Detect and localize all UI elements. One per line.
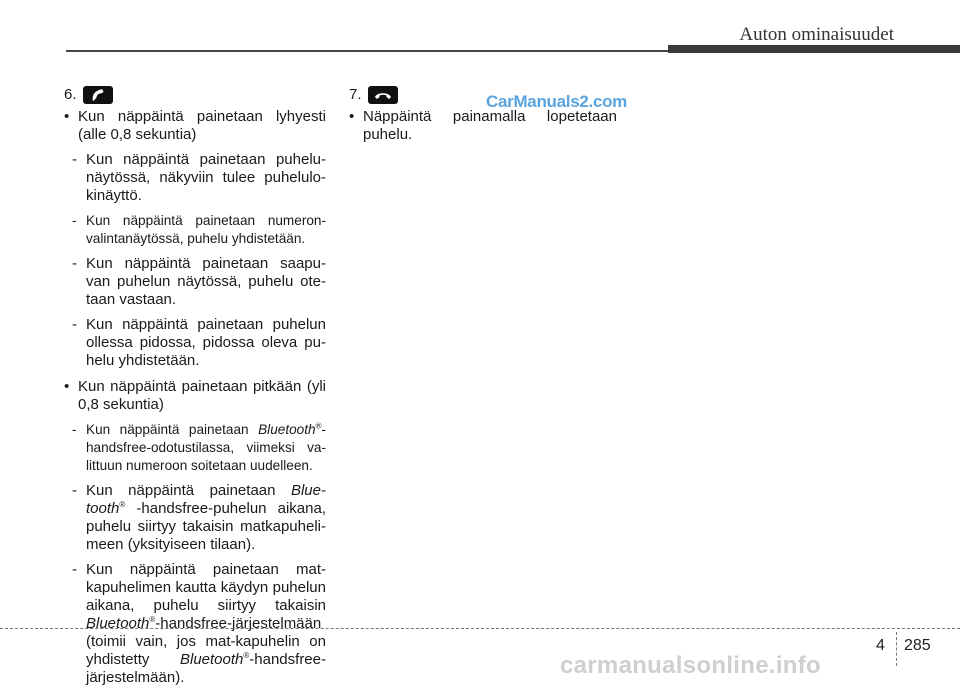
list-item-text: Kun näppäintä painetaan puhelu-näytössä, näkyviin tulee puhelulo-kinäyttö. [86,151,326,204]
left-column [64,84,326,687]
watermark-text: CarManuals2.com [486,92,627,111]
list-item-text: Kun näppäintä painetaan puhelun ollessa pidossa, pidossa oleva pu-helu yhdistetään. [86,316,326,369]
section-title: Auton ominaisuudet [739,24,894,45]
footer-rule [0,628,960,629]
page-number: 285 [904,637,931,654]
list-item: - Kun näppäintä painetaan Bluetooth®-handsfree-odotustilassa, viimeksi va-littuun numeroon soitetaan uudelleen. [72,421,326,473]
header-rule [66,50,670,52]
bullet-end-call [349,108,617,144]
bullet-dot: • [349,108,355,125]
header-bar [668,45,960,53]
step-6 [64,84,326,106]
step-number: 7. [349,86,362,103]
list-item: - Kun näppäintä painetaan puhelun ollessa pidossa, pidossa oleva pu-helu yhdistetään. [72,316,326,369]
list-item-text: Kun näppäintä painetaan Bluetooth®-handsfree-odotustilassa, viimeksi va-littuun numeroon soitetaan uudelleen. [86,421,326,473]
footer-watermark: carmanualsonline.info [560,652,822,679]
bullet-text: Näppäintä painamalla lopetetaan puhelu. [363,108,617,143]
bullet-short-press [64,108,326,144]
step-number: 6. [64,86,77,103]
list-item: - Kun näppäintä painetaan numeron-valintanäytössä, puhelu yhdistetään. [72,213,326,246]
step-7 [349,84,617,106]
right-column [349,84,617,144]
chapter-number: 4 [876,637,885,654]
bullet-text: Kun näppäintä painetaan pitkään (yli 0,8 sekuntia) [78,378,326,413]
phone-hangup-icon [368,86,398,104]
footer-separator [896,632,897,666]
bullet-text: Kun näppäintä painetaan lyhyesti (alle 0,8 sekuntia) [78,108,326,143]
list-item: - Kun näppäintä painetaan saapu-van puhelun näytössä, puhelu ote-taan vastaan. [72,255,326,308]
list-item-text: Kun näppäintä painetaan saapu-van puhelun näytössä, puhelu ote-taan vastaan. [86,255,326,308]
list-item-text: Kun näppäintä painetaan mat-kapuhelimen kautta käydyn puhelun aikana, puhelu siirtyy takaisin Bluetooth®-handsfree-järjestelmään (toimii vain, jos mat-kapuhelin on yhdistetty Bluetooth®-handsfree-järjestelmään). [86,561,326,686]
bullet-long-press [64,378,326,414]
list-item-text: Kun näppäintä painetaan Blue-tooth® -handsfree-puhelun aikana, puhelu siirtyy takaisin matkapuheli-meen (yksityiseen tilaan). [86,482,326,553]
bullet-dot: • [64,108,70,125]
phone-call-icon [83,86,113,104]
list-item-text: Kun näppäintä painetaan numeron-valintanäytössä, puhelu yhdistetään. [86,213,326,246]
bullet-dot: • [64,378,70,395]
list-item: - Kun näppäintä painetaan Blue-tooth® -handsfree-puhelun aikana, puhelu siirtyy takaisin matkapuheli-meen (yksityiseen tilaan). [72,482,326,553]
list-item: - Kun näppäintä painetaan puhelu-näytössä, näkyviin tulee puhelulo-kinäyttö. [72,151,326,204]
list-item: - Kun näppäintä painetaan mat-kapuhelimen kautta käydyn puhelun aikana, puhelu siirtyy takaisin Bluetooth®-handsfree-järjestelmään (toimii vain, jos mat-kapuhelin on yhdistetty Bluetooth®-handsfree-järjestelmään). [72,561,326,686]
